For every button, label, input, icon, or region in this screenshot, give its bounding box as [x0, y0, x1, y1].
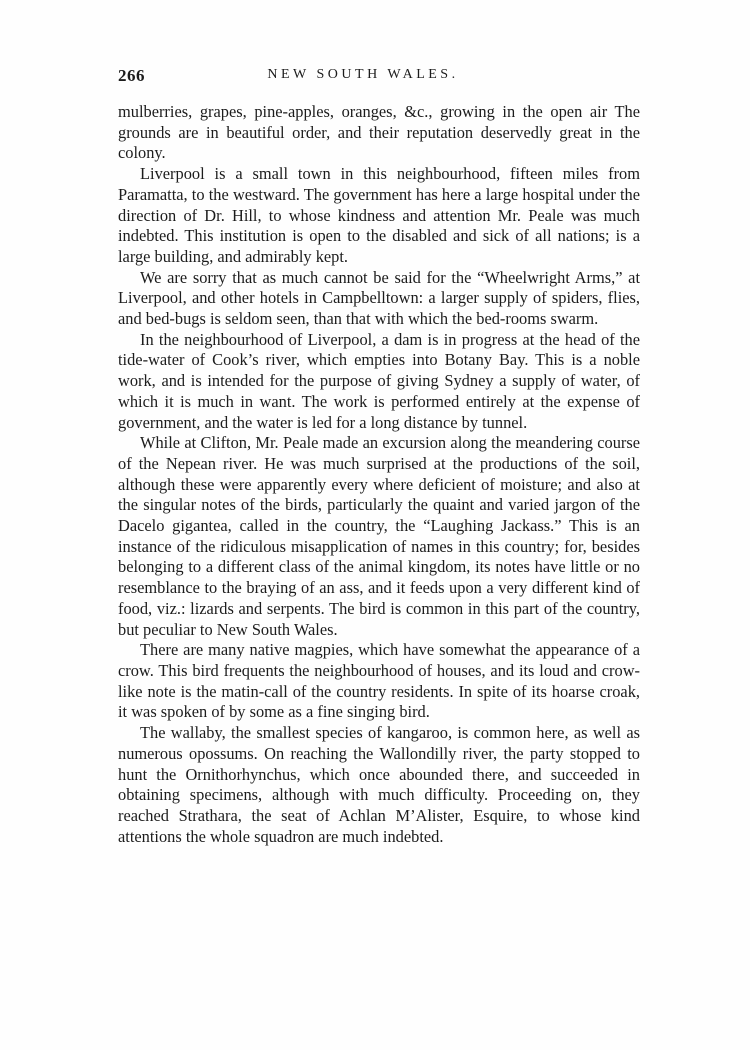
page-number: 266	[118, 66, 145, 85]
body-text	[118, 102, 640, 847]
paragraph-wheelwright-arms: We are sorry that as much cannot be said for the “Wheelwright Arms,” at Liverpool, and other hotels in Campbelltown: a larger supply of spiders, flies, and bed-bugs is seldom seen, than that with which the bed-rooms swarm.	[118, 267, 640, 329]
paragraph-continuation: mulberries, grapes, pine-apples, oranges, &c., growing in the open air The grounds are in beautiful order, and their reputation deservedly great in the colony.	[118, 102, 640, 163]
paragraph-wallaby: The wallaby, the smallest species of kangaroo, is common here, as well as numerous opossums. On reaching the Wallondilly river, the party stopped to hunt the Ornithorhynchus, which once abounded there, and succeeded in obtaining specimens, although with much difficulty. Proceeding on, they reached Strathara, the seat of Achlan M’Alister, Esquire, to whose kind attentions the whole squadron are much indebted.	[118, 723, 640, 846]
paragraph-dam: In the neighbourhood of Liverpool, a dam is in progress at the head of the tide-water of Cook’s river, which empties into Botany Bay. This is a noble work, and is intended for the purpose of giving Sydney a supply of water, of which it is much in want. The work is performed entirely at the expense of government, and the water is led for a long distance by tunnel.	[118, 329, 640, 432]
page-header	[118, 66, 648, 90]
paragraph-magpies: There are many native magpies, which have somewhat the appearance of a crow. This bird frequents the neighbourhood of houses, and its loud and crow-like note is the matin-call of the country residents. In spite of its hoarse croak, it was spoken of by some as a fine singing bird.	[118, 640, 640, 722]
paragraph-liverpool: Liverpool is a small town in this neighbourhood, fifteen miles from Paramatta, to the westward. The government has here a large hospital under the direction of Dr. Hill, to whose kindness and attention Mr. Peale was much indebted. This institution is open to the disabled and sick of all nations; is a large building, and admirably kept.	[118, 164, 640, 266]
paragraph-clifton: While at Clifton, Mr. Peale made an excursion along the meandering course of the Nepean river. He was much surprised at the productions of the soil, although these were apparently every where deficient of moisture; and also at the singular notes of the birds, particularly the quaint and varied jargon of the Dacelo gigantea, called in the country, the “Laughing Jackass.” This is an instance of the ridiculous misapplication of names in this country; for, besides belonging to a different class of the animal kingdom, its notes have little or no resemblance to the braying of an ass, and it feeds upon a very different kind of food, viz.: lizards and serpents. The bird is common in this part of the country, but peculiar to New South Wales.	[118, 433, 640, 639]
running-head: NEW SOUTH WALES.	[267, 67, 459, 82]
